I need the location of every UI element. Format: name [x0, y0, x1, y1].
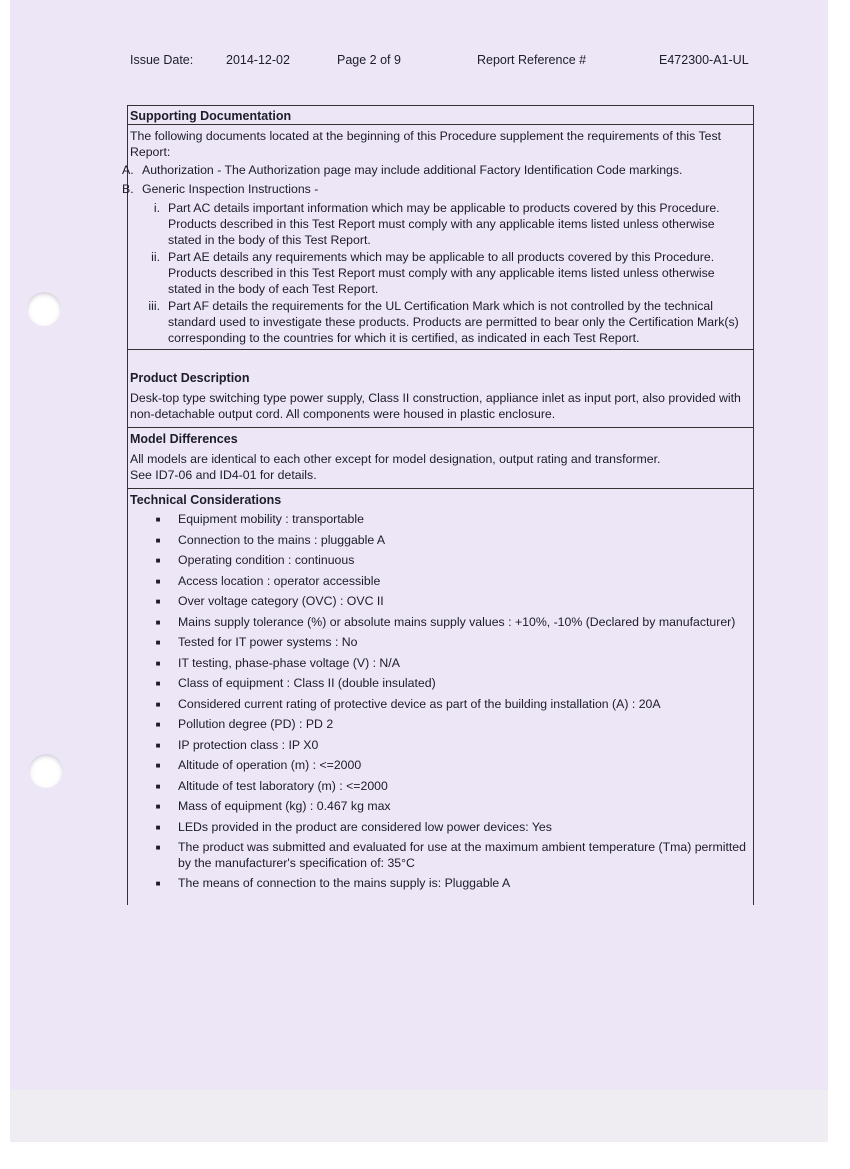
doc-item-label: A.	[122, 163, 134, 177]
instruction-text: Part AC details important information which may be applicable to products covered by this Procedure. Products described in this Test Report must comply with any applicable items listed unless otherwise stated in the body of this Test Report.	[168, 201, 720, 247]
technical-item-text: Pollution degree (PD) : PD 2	[178, 717, 334, 731]
technical-item	[130, 697, 750, 713]
bullet-icon: ■	[155, 617, 161, 627]
technical-item	[130, 758, 750, 774]
bullet-icon: ■	[155, 699, 161, 709]
technical-item-text: Over voltage category (OVC) : OVC II	[178, 594, 384, 608]
punch-hole-upper	[27, 292, 61, 326]
technical-item-text: The product was submitted and evaluated for use at the maximum ambient temperature (Tma) permitted by the manufacturer's specification of: 35°C	[178, 840, 746, 870]
instruction-item	[130, 298, 750, 346]
supporting-intro: The following documents located at the beginning of this Procedure supplement the requirements of this Test Report:	[130, 129, 722, 159]
bullet-icon: ■	[155, 720, 161, 729]
technical-item-text: Tested for IT power systems : No	[178, 635, 358, 649]
technical-item	[130, 553, 750, 569]
doc-item-b	[122, 181, 750, 197]
technical-item	[130, 656, 750, 672]
technical-item	[130, 840, 750, 871]
page-number: Page 2 of 9	[337, 53, 401, 67]
technical-item-text: IP protection class : IP X0	[178, 737, 319, 752]
technical-item-text: Considered current rating of protective device as part of the building installation (A) : 20A	[178, 696, 661, 711]
issue-date-label: Issue Date:	[130, 53, 194, 67]
supporting-documentation-section	[122, 106, 753, 350]
bullet-icon: ■	[155, 535, 161, 545]
punch-hole-lower	[29, 754, 63, 788]
report-reference-label: Report Reference #	[477, 53, 587, 67]
model-differences-line-1: All models are identical to each other except for model designation, output rating and transformer.	[130, 452, 661, 466]
technical-considerations-section	[128, 489, 753, 892]
report-reference-value: E472300-A1-UL	[659, 53, 749, 67]
report-table	[122, 105, 754, 905]
technical-item	[130, 779, 750, 795]
bullet-icon: ■	[155, 740, 161, 750]
generic-instructions-list	[130, 200, 750, 346]
technical-considerations-list	[130, 512, 750, 892]
supporting-documentation-title: Supporting Documentation	[128, 106, 753, 125]
instruction-number: iii.	[148, 299, 160, 313]
technical-item-text: Connection to the mains : pluggable A	[178, 532, 386, 547]
doc-item-text: Authorization - The Authorization page may include additional Factory Identification Code markings.	[142, 163, 683, 177]
model-differences-title: Model Differences	[130, 432, 238, 446]
technical-item-text: IT testing, phase-phase voltage (V) : N/A	[178, 655, 400, 670]
doc-item-label: B.	[122, 182, 134, 196]
technical-item	[130, 615, 750, 631]
technical-item-text: The means of connection to the mains supply is: Pluggable A	[178, 876, 511, 890]
technical-item	[130, 512, 750, 528]
doc-item-a	[122, 162, 750, 178]
page-header	[0, 53, 850, 71]
technical-item-text: Mains supply tolerance (%) or absolute mains supply values : +10%, -10% (Declared by manufacturer)	[178, 614, 736, 629]
bullet-icon: ■	[155, 879, 161, 888]
model-differences-line-2: See ID7-06 and ID4-01 for details.	[130, 468, 317, 482]
technical-considerations-title: Technical Considerations	[130, 493, 282, 507]
technical-item-text: Class of equipment : Class II (double insulated)	[178, 676, 436, 690]
bullet-icon: ■	[155, 761, 161, 770]
technical-item	[130, 799, 750, 815]
product-description-title: Product Description	[130, 371, 250, 385]
technical-item-text: Mass of equipment (kg) : 0.467 kg max	[178, 799, 391, 813]
technical-item	[130, 594, 750, 610]
technical-item	[130, 635, 750, 651]
technical-item	[130, 533, 750, 549]
bullet-icon: ■	[155, 576, 161, 586]
technical-item	[130, 820, 750, 836]
technical-item	[130, 876, 750, 892]
technical-item	[130, 738, 750, 754]
bullet-icon: ■	[155, 802, 161, 811]
bullet-icon: ■	[155, 658, 161, 668]
instruction-text: Part AE details any requirements which may be applicable to all products covered by this Procedure. Products described in this Test Report must comply with any applicable items listed unless otherwise stated in the body of each Test Report.	[168, 250, 715, 296]
product-description-text: Desk-top type switching type power supply, Class II construction, appliance inlet as input port, also provided with non-detachable output cord. All components were housed in plastic enclosure.	[130, 391, 741, 421]
bullet-icon: ■	[155, 515, 161, 524]
bullet-icon: ■	[155, 556, 161, 565]
instruction-item	[130, 200, 750, 248]
technical-item	[130, 717, 750, 733]
bullet-icon: ■	[155, 679, 161, 688]
technical-item	[130, 676, 750, 692]
technical-item-text: Equipment mobility : transportable	[178, 512, 364, 526]
bullet-icon: ■	[155, 843, 161, 852]
technical-item	[130, 574, 750, 590]
instruction-text: Part AF details the requirements for the UL Certification Mark which is not controlled by the technical standard used to investigate these products. Products are permitted to bear only the Certification Mark(s) corresponding to the countries for which it is certified, as indicated in each Test Report.	[168, 299, 739, 345]
product-description-section	[128, 350, 753, 428]
bullet-icon: ■	[155, 638, 161, 647]
technical-item-text: Altitude of operation (m) : <=2000	[178, 758, 362, 772]
technical-item-text: Altitude of test laboratory (m) : <=2000	[178, 778, 388, 793]
bullet-icon: ■	[155, 597, 161, 606]
technical-item-text: LEDs provided in the product are considered low power devices: Yes	[178, 819, 552, 834]
doc-item-text: Generic Inspection Instructions -	[142, 182, 319, 196]
bullet-icon: ■	[155, 822, 161, 832]
model-differences-section	[128, 428, 753, 489]
issue-date-value: 2014-12-02	[226, 53, 290, 67]
bullet-icon: ■	[155, 781, 161, 791]
instruction-number: ii.	[151, 250, 160, 264]
technical-item-text: Access location : operator accessible	[178, 573, 381, 588]
paper-bottom-strip	[10, 1090, 828, 1142]
technical-item-text: Operating condition : continuous	[178, 553, 355, 567]
instruction-number: i.	[153, 201, 160, 215]
instruction-item	[130, 249, 750, 297]
